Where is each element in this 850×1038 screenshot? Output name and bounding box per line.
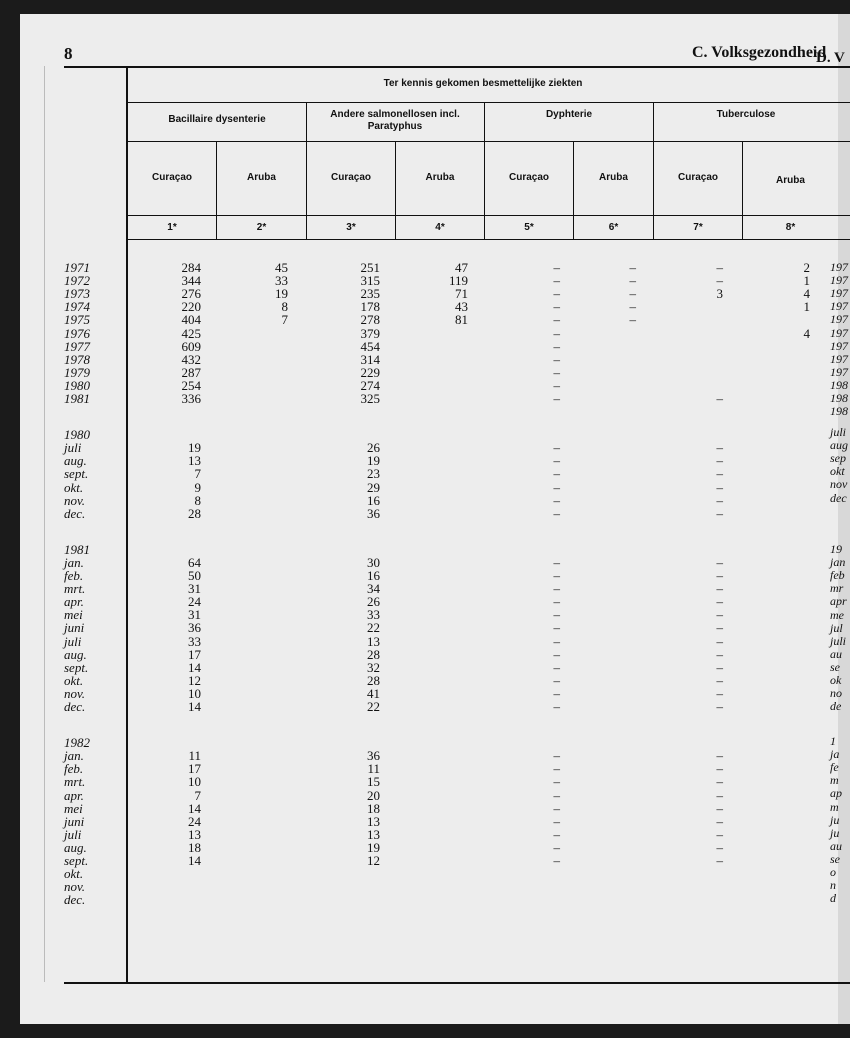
table-cell: –: [553, 761, 560, 777]
table-cell: –: [553, 607, 560, 623]
table-cell: –: [716, 839, 723, 855]
col-number-5: 5*: [524, 222, 534, 233]
table-cell: 36: [367, 748, 380, 764]
table-cell: 19: [188, 440, 201, 456]
table-cell: 13: [367, 633, 380, 649]
sub-header-3: Curaçao: [330, 172, 371, 183]
table-cell: 276: [181, 286, 201, 302]
table-cell: 425: [181, 325, 201, 341]
row-label: 1980: [64, 377, 90, 393]
right-margin-label: 197: [830, 312, 848, 327]
right-margin-label: 197: [830, 351, 848, 366]
group-header-tuberculose: Tuberculose: [716, 109, 776, 120]
right-margin-label: ju: [830, 812, 840, 827]
table-cell: –: [716, 800, 723, 816]
next-page-title: D. V: [816, 50, 845, 66]
table-cell: –: [553, 453, 560, 469]
table-cell: –: [629, 286, 636, 302]
margin-rule: [44, 66, 45, 982]
row-label: 1979: [64, 364, 90, 380]
row-label: okt.: [64, 866, 84, 882]
table-cell: –: [716, 260, 723, 275]
table-cell: 24: [188, 594, 201, 610]
header-rule-4: [126, 239, 850, 240]
sub-header-8: Aruba: [776, 175, 805, 186]
row-label: sept.: [64, 466, 89, 482]
table-cell: –: [553, 479, 560, 495]
right-margin-label: feb: [830, 568, 845, 583]
table-cell: 3: [716, 286, 723, 302]
table-cell: 10: [188, 685, 201, 701]
table-cell: 13: [188, 826, 201, 842]
table-cell: 11: [188, 748, 201, 764]
table-cell: –: [716, 568, 723, 583]
row-label: juli: [64, 826, 82, 842]
table-cell: 14: [188, 853, 201, 868]
row-label: aug.: [64, 453, 87, 469]
table-cell: –: [716, 607, 723, 623]
table-cell: 13: [367, 826, 380, 842]
row-label: 1977: [64, 338, 90, 354]
right-margin-label: dec: [830, 490, 847, 505]
table-cell: 15: [367, 774, 380, 790]
sub-header-7: Curaçao: [677, 172, 718, 183]
right-margin-label: fe: [830, 760, 839, 775]
right-margin-label: o: [830, 865, 836, 879]
right-margin-label: 197: [830, 364, 848, 379]
table-cell: 119: [448, 273, 468, 289]
row-label: nov.: [64, 879, 86, 895]
table-cell: 28: [367, 646, 380, 662]
col-number-3: 3*: [346, 222, 356, 233]
table-cell: 344: [181, 273, 201, 289]
row-label: 1978: [64, 351, 90, 367]
row-label: feb.: [64, 568, 84, 583]
table-cell: 4: [803, 286, 810, 302]
table-cell: –: [553, 839, 560, 855]
row-label: nov.: [64, 492, 86, 508]
table-cell: –: [716, 646, 723, 662]
row-label: 1972: [64, 273, 90, 289]
sub-header-4: Aruba: [425, 172, 455, 183]
table-cell: –: [553, 312, 560, 328]
table-cell: 19: [275, 286, 288, 302]
table-cell: –: [553, 594, 560, 610]
table-cell: 17: [188, 761, 201, 777]
table-cell: 2: [803, 260, 810, 275]
right-margin-label: au: [830, 646, 842, 661]
col-number-1: 1*: [167, 222, 177, 233]
right-margin-label: 197: [830, 338, 848, 353]
table-cell: 178: [360, 299, 380, 315]
document-page: [20, 14, 850, 1024]
row-label: juli: [64, 633, 82, 649]
table-cell: 12: [367, 853, 380, 868]
group-sep-2: [484, 102, 485, 239]
table-cell: 13: [188, 453, 201, 469]
row-label: feb.: [64, 761, 84, 777]
right-margin-label: me: [830, 607, 844, 622]
sub-header-2: Aruba: [247, 172, 276, 183]
table-cell: –: [716, 440, 723, 456]
table-cell: –: [553, 338, 560, 354]
row-label: nov.: [64, 685, 86, 701]
sub-header-5: Curaçao: [508, 172, 549, 183]
row-label: 1973: [64, 286, 90, 302]
right-margin-label: okt: [830, 464, 845, 479]
table-cell: 36: [188, 620, 201, 636]
row-label: okt.: [64, 479, 84, 495]
right-margin-label: se: [830, 851, 840, 866]
right-margin-label: nov: [830, 477, 848, 492]
table-cell: –: [553, 299, 560, 315]
row-label: 1981: [64, 541, 90, 557]
right-margin-label: ja: [830, 747, 840, 762]
table-cell: –: [553, 351, 560, 367]
row-label: 1971: [64, 260, 90, 275]
table-cell: 28: [188, 505, 201, 521]
table-cell: –: [553, 273, 560, 289]
group-header-dyphterie: Dyphterie: [545, 109, 593, 120]
row-label: 1982: [64, 735, 90, 751]
table-cell: –: [553, 826, 560, 842]
table-cell: –: [629, 312, 636, 328]
right-margin-label: 198: [830, 404, 848, 419]
table-cell: –: [553, 774, 560, 790]
row-label: sept.: [64, 853, 89, 868]
row-label: mrt.: [64, 581, 86, 597]
table-cell: –: [716, 505, 723, 521]
right-margin-label: juli: [830, 633, 847, 648]
table-cell: 22: [367, 620, 380, 636]
table-cell: –: [553, 554, 560, 570]
right-margin-label: m: [830, 799, 839, 814]
table-cell: 4: [803, 325, 810, 341]
table-cell: 81: [455, 312, 468, 328]
table-cell: –: [553, 286, 560, 302]
table-cell: 314: [360, 351, 380, 367]
table-cell: –: [716, 620, 723, 636]
right-margin-label: jan: [830, 555, 846, 570]
table-cell: 1: [803, 299, 810, 315]
table-cell: 71: [455, 286, 468, 302]
page-number: 8: [64, 44, 73, 63]
table-cell: 229: [360, 364, 380, 380]
row-label: aug.: [64, 646, 87, 662]
table-cell: –: [553, 813, 560, 829]
table-cell: –: [716, 685, 723, 701]
table-cell: 30: [367, 554, 380, 570]
row-label: apr.: [64, 787, 84, 803]
sub-header-6: Aruba: [599, 172, 628, 183]
left-rule: [126, 66, 128, 982]
row-label: aug.: [64, 839, 87, 855]
table-cell: 28: [367, 672, 380, 688]
table-cell: –: [553, 646, 560, 662]
table-cell: –: [553, 581, 560, 597]
right-margin-label: mr: [830, 581, 844, 596]
right-margin-label: 198: [830, 391, 848, 405]
group-sep-3: [653, 102, 654, 239]
table-cell: 64: [188, 554, 201, 570]
col-number-4: 4*: [435, 222, 445, 233]
table-cell: –: [553, 364, 560, 380]
table-cell: 325: [360, 391, 380, 406]
row-label: 1974: [64, 299, 90, 315]
table-cell: 14: [188, 659, 201, 675]
row-label: 1980: [64, 427, 90, 443]
table-cell: –: [716, 761, 723, 777]
table-cell: –: [553, 685, 560, 701]
chapter-title: C. Volksgezondheid: [692, 44, 827, 61]
table-cell: –: [553, 377, 560, 393]
table-cell: –: [716, 594, 723, 610]
table-cell: 19: [367, 453, 380, 469]
table-cell: –: [716, 554, 723, 570]
row-label: okt.: [64, 672, 84, 688]
right-margin-label: se: [830, 659, 840, 674]
right-margin-label: au: [830, 838, 842, 853]
table-cell: 315: [360, 273, 380, 289]
table-cell: 26: [367, 594, 380, 610]
group-header-dysenterie: Bacillaire dysenterie: [168, 114, 266, 125]
table-cell: –: [716, 391, 723, 406]
table-cell: 20: [367, 787, 380, 803]
table-cell: –: [629, 260, 636, 275]
table-cell: –: [716, 581, 723, 597]
table-cell: –: [716, 672, 723, 688]
table-cell: –: [553, 800, 560, 816]
right-margin-label: m: [830, 773, 839, 788]
table-cell: 23: [367, 466, 380, 482]
table-cell: 235: [360, 286, 380, 302]
table-cell: 34: [367, 581, 380, 597]
group-sep-1: [306, 102, 307, 239]
col-number-7: 7*: [693, 222, 703, 233]
table-cell: 41: [367, 685, 380, 701]
row-label: sept.: [64, 659, 89, 675]
table-cell: –: [553, 787, 560, 803]
table-cell: –: [716, 699, 723, 714]
table-cell: 278: [360, 312, 380, 328]
top-rule: [64, 66, 850, 68]
row-label: dec.: [64, 892, 86, 908]
table-cell: 379: [360, 325, 380, 341]
row-label: mei: [64, 607, 83, 623]
table-cell: 274: [360, 377, 380, 393]
col-number-2: 2*: [256, 222, 267, 233]
table-cell: –: [716, 453, 723, 469]
table-cell: –: [716, 774, 723, 790]
right-margin-label: sep: [830, 451, 846, 466]
table-cell: 454: [360, 338, 380, 354]
right-margin-label: jul: [830, 620, 843, 635]
group-header-salmonellosen: Andere salmonellosen incl. Paratyphus: [330, 109, 460, 132]
right-margin-label: de: [830, 699, 842, 714]
right-margin-label: apr: [830, 594, 847, 609]
row-label: dec.: [64, 699, 86, 714]
table-cell: –: [716, 826, 723, 842]
right-margin-label: ap: [830, 786, 842, 801]
table-cell: –: [716, 787, 723, 803]
table-cell: 8: [194, 492, 201, 508]
table-cell: –: [553, 633, 560, 649]
table-cell: –: [553, 492, 560, 508]
table-cell: 251: [360, 260, 380, 275]
table-cell: 22: [367, 699, 380, 714]
bottom-rule: [64, 982, 850, 984]
right-margin-label: 198: [830, 377, 848, 392]
row-label: dec.: [64, 505, 86, 521]
table-cell: 1: [803, 273, 810, 289]
table-cell: 18: [367, 800, 380, 816]
right-margin-label: 19: [830, 542, 842, 556]
right-margin-label: no: [830, 686, 842, 701]
sub-header-1: Curaçao: [151, 172, 192, 183]
table-cell: –: [553, 853, 560, 868]
table-cell: 47: [455, 260, 468, 275]
table-cell: –: [716, 466, 723, 482]
table-cell: –: [716, 273, 723, 289]
row-label: mrt.: [64, 774, 86, 790]
table-cell: –: [716, 633, 723, 649]
table-cell: 11: [367, 761, 380, 777]
table-cell: –: [716, 748, 723, 764]
right-margin-label: 197: [830, 299, 848, 314]
table-cell: 8: [281, 299, 288, 315]
row-label: 1975: [64, 312, 90, 328]
table-cell: 7: [281, 312, 288, 328]
table-cell: 43: [455, 299, 468, 315]
table-cell: –: [716, 813, 723, 829]
table-cell: 26: [367, 440, 380, 456]
table-cell: 16: [367, 492, 380, 508]
right-margin-label: 197: [830, 286, 848, 301]
table-cell: –: [716, 479, 723, 495]
table-cell: 33: [188, 633, 201, 649]
table-cell: –: [553, 568, 560, 583]
row-label: apr.: [64, 594, 84, 610]
table-cell: 432: [181, 351, 201, 367]
table-cell: 284: [181, 260, 201, 275]
table-cell: 7: [194, 466, 201, 482]
table-cell: –: [629, 273, 636, 289]
row-label: jan.: [64, 748, 84, 764]
table-cell: –: [553, 466, 560, 482]
table-cell: –: [553, 260, 560, 275]
table-cell: 45: [275, 260, 288, 275]
table-cell: –: [553, 505, 560, 521]
right-margin-label: juli: [830, 425, 847, 439]
table-cell: 7: [194, 787, 201, 803]
table-cell: 609: [181, 338, 201, 354]
table-cell: –: [629, 299, 636, 315]
table-cell: 13: [367, 813, 380, 829]
table-cell: 18: [188, 839, 201, 855]
right-margin-label: n: [830, 878, 836, 893]
table-cell: –: [553, 659, 560, 675]
table-cell: 50: [188, 568, 201, 583]
table-cell: 14: [188, 699, 201, 714]
table-cell: –: [716, 853, 723, 868]
row-label: 1976: [64, 325, 90, 341]
table-cell: 31: [188, 607, 201, 623]
table-cell: 254: [181, 377, 201, 393]
table-cell: –: [553, 672, 560, 688]
table-cell: 287: [181, 364, 201, 380]
table-cell: –: [716, 659, 723, 675]
table-cell: –: [553, 325, 560, 341]
table-cell: –: [553, 391, 560, 406]
page-edge: [838, 14, 850, 1024]
right-margin-label: 197: [830, 273, 848, 288]
table-cell: 32: [367, 659, 380, 675]
right-margin-label: d: [830, 891, 836, 906]
table-cell: 12: [188, 672, 201, 688]
table-cell: 31: [188, 581, 201, 597]
col-number-8: 8*: [785, 222, 796, 233]
right-margin-label: 1: [830, 734, 836, 748]
table-cell: –: [553, 748, 560, 764]
right-margin-label: ok: [830, 673, 842, 687]
row-label: juni: [64, 620, 85, 636]
table-cell: 33: [367, 607, 380, 623]
table-cell: 336: [181, 391, 201, 406]
table-cell: 10: [188, 774, 201, 790]
table-cell: 9: [194, 479, 201, 495]
table-cell: 24: [188, 813, 201, 829]
table-cell: –: [553, 699, 560, 714]
right-margin-label: 197: [830, 325, 848, 340]
row-label: juli: [64, 440, 82, 456]
main-header: Ter kennis gekomen besmettelijke ziekten: [383, 78, 583, 89]
table-cell: 19: [367, 839, 380, 855]
table-cell: 404: [181, 312, 201, 328]
table-cell: 33: [275, 273, 288, 289]
table-cell: –: [553, 620, 560, 636]
table-cell: 17: [188, 646, 201, 662]
row-label: 1981: [64, 391, 90, 406]
table-cell: 29: [367, 479, 380, 495]
right-margin-label: aug: [830, 438, 848, 453]
table-cell: –: [553, 440, 560, 456]
table-cell: 16: [367, 568, 380, 583]
table-cell: 14: [188, 800, 201, 816]
right-margin-label: ju: [830, 825, 840, 840]
row-label: jan.: [64, 554, 84, 570]
right-margin-label: 197: [830, 260, 848, 274]
col-number-6: 6*: [608, 222, 619, 233]
table-cell: 220: [181, 299, 201, 315]
table-cell: –: [716, 492, 723, 508]
header-rule-1: [126, 102, 850, 103]
table-cell: 36: [367, 505, 380, 521]
row-label: juni: [64, 813, 85, 829]
row-label: mei: [64, 800, 83, 816]
